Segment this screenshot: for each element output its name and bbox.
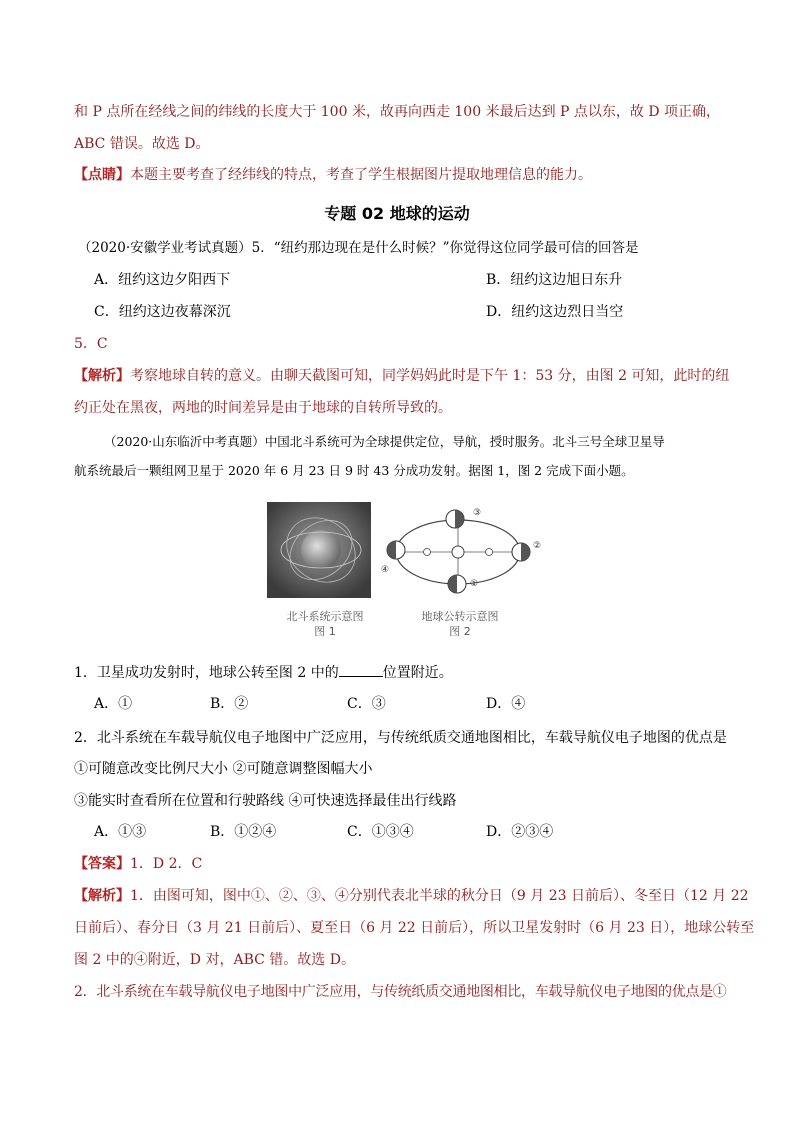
section-title: 专题 02 地球的运动: [324, 204, 470, 223]
q5-analysis-line-1: [74, 366, 729, 386]
fig2-label: 图 2: [449, 625, 471, 638]
q2-option-a: A．①③: [94, 824, 147, 840]
q5-option-b: B．纽约这边旭日东升: [486, 272, 623, 288]
fig2-earth-right: [512, 543, 530, 561]
fig1-earth: [301, 530, 341, 570]
fig2-caption: 地球公转示意图: [421, 610, 499, 623]
q2-stem: 2．北斗系统在车载导航仪电子地图中广泛应用，与传统纸质交通地图相比，车载导航仪电子地图的优点是: [74, 730, 727, 746]
q2-option-d: D．②③④: [486, 824, 554, 840]
q5-analysis-text-1: 考察地球自转的意义。由聊天截图可知，同学妈妈此时是下午 1：53 分，由图 2 可知，此时的纽: [130, 368, 730, 384]
q5-stem-line: [78, 238, 639, 258]
q1-option-a: A．①: [94, 696, 133, 712]
q5-analysis-line-2: 约正处在黑夜，两地的时间差异是由于地球的自转所导致的。: [74, 400, 452, 416]
fig2-mark-2: ②: [533, 541, 542, 551]
answer-tag: 【答案】: [74, 856, 130, 872]
q1-option-c: C．③: [347, 696, 386, 712]
dianjing-text: 本题主要考查了经纬线的特点，考查了学生根据图片提取地理信息的能力。: [130, 167, 592, 183]
fig2-sun: [452, 546, 464, 558]
q5-source: （2020·安徽学业考试真题）: [78, 240, 252, 256]
fig2-small-marker-left: [424, 549, 431, 556]
group-intro-line-2: 航系统最后一颗组网卫星于 2020 年 6 月 23 日 9 时 43 分成功发射。据图 1，图 2 完成下面小题。: [74, 463, 634, 478]
dianjing-paragraph: [74, 165, 592, 185]
analysis-line-1: [74, 886, 749, 906]
q5-analysis-tag: 【解析】: [74, 368, 130, 384]
fig2-mark-1: ①: [470, 579, 479, 589]
fig2-earth-left: [387, 541, 405, 559]
q5-option-d: D．纽约这边烈日当空: [486, 304, 624, 320]
group-intro-line-1: （2020·山东临沂中考真题）中国北斗系统可为全球提供定位，导航，授时服务。北斗三号全球卫星导: [104, 434, 665, 449]
answer-line: [74, 854, 202, 874]
fig2-small-marker-right: [486, 549, 493, 556]
q2-option-c: C．①③④: [347, 824, 414, 840]
analysis-line-4: 2．北斗系统在车载导航仪电子地图中广泛应用，与传统纸质交通地图相比，车载导航仪电子地图的优点是①: [74, 984, 727, 1000]
q5-stem: 5．“纽约那边现在是什么时候？”你觉得这位同学最可信的回答是: [251, 240, 639, 256]
q1-stem-before: 1．卫星成功发射时，地球公转至图 2 中的: [74, 665, 339, 681]
fig2-earth-top: [446, 510, 464, 528]
q2-items-line-1: ①可随意改变比例尺大小 ②可随意调整图幅大小: [74, 761, 373, 777]
q5-option-c: C．纽约这边夜幕深沉: [94, 304, 231, 320]
fig1-label: 图 1: [314, 625, 336, 638]
fig2-earth-bottom: [448, 575, 466, 593]
q5-answer: 5．C: [74, 336, 108, 352]
fig1-caption: 北斗系统示意图: [286, 610, 364, 623]
analysis-text-1: 1．由图可知，图中①、②、③、④分别代表北半球的秋分日（9 月 23 日前后）、冬至日（12 月 22: [130, 888, 749, 904]
analysis-tag: 【解析】: [74, 888, 130, 904]
q5-option-a: A．纽约这边夕阳西下: [94, 272, 231, 288]
q1-option-d: D．④: [486, 696, 526, 712]
prev-analysis-line-2: ABC 错误。故选 D。: [74, 136, 210, 152]
q1-stem-after: 位置附近。: [382, 665, 453, 681]
dianjing-tag: 【点睛】: [74, 167, 130, 183]
prev-analysis-line-1: 和 P 点所在经线之间的纬线的长度大于 100 米，故再向西走 100 米最后达到 P 点以东，故 D 项正确，: [74, 104, 721, 120]
figure-area: [265, 500, 545, 640]
q1-blank: [339, 662, 383, 677]
fig2-mark-4: ④: [381, 565, 390, 575]
answer-text: 1．D 2．C: [130, 856, 203, 872]
fig2-mark-3: ③: [473, 508, 482, 518]
q2-items-line-2: ③能实时查看所在位置和行驶路线 ④可快速选择最佳出行线路: [74, 793, 457, 809]
analysis-line-3: 图 2 中的④附近，D 对，ABC 错。故选 D。: [74, 952, 355, 968]
analysis-line-2: 日前后）、春分日（3 月 21 日前后）、夏至日（6 月 22 日前后），所以卫星发射时（6 月 23 日），地球公转至: [74, 920, 755, 936]
q1-option-b: B．②: [210, 696, 249, 712]
q2-option-b: B．①②④: [210, 824, 277, 840]
q1-stem: [74, 662, 453, 683]
